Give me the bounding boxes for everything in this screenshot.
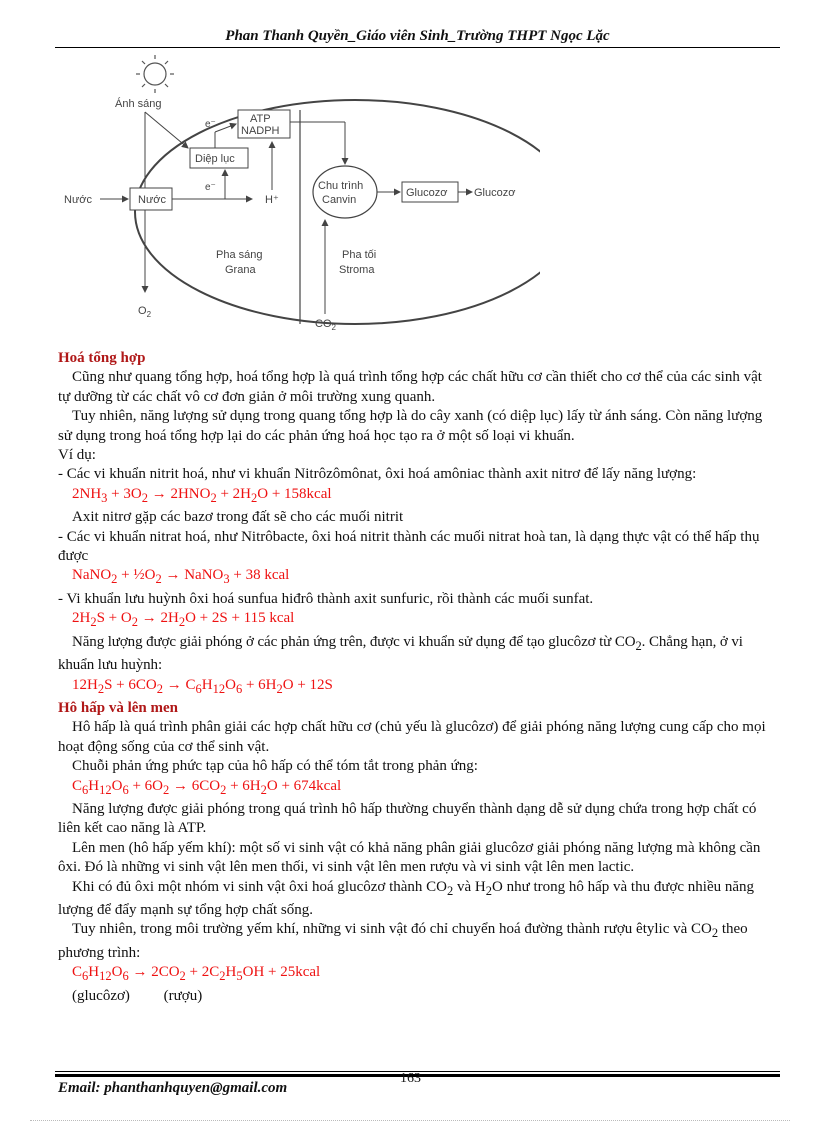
equation: NaNO$_2$ + $\frac{1}{2}O_2$ → NaNO$_3$ + 38 kcal — [72, 567, 290, 587]
footer-email: Email: phanthanhquyen@gmail.com — [58, 1080, 288, 1096]
equation: $C_6H_{12}O_6 + 6O_2 \to 6CO_2 + 6H_2O$ + 674kcal — [72, 777, 342, 797]
water-input-label: Nước — [64, 194, 93, 206]
paragraph: - Các vi khuẩn nitrat hoá, như Nitrôbacte, ôxi hoá nitrit thành các muối nitrat hoà tan, là dạng thực vật có thể hấp thụ được — [58, 528, 760, 565]
dark-phase-label-1: Pha tối — [342, 249, 377, 261]
light-phase-label-1: Pha sáng — [216, 249, 263, 261]
paragraph: Cũng như quang tổng hợp, hoá tổng hợp là quá trình tổng hợp các chất hữu cơ cần thiết cho cơ thể của các sinh vật tự dưỡng từ các chất vô cơ đơn giản ở môi trường xung quanh. — [58, 369, 762, 405]
main-content — [58, 349, 768, 1006]
header-rule — [55, 47, 780, 48]
chlorophyll-label: Diệp lục — [195, 153, 235, 165]
equation: $C_6H_{12}O_6 \to 2CO_2 + 2C_2H_5OH$ + 25kcal — [72, 964, 321, 984]
page-header: Phan Thanh Quyền_Giáo viên Sinh_Trường THPT Ngọc Lặc — [225, 28, 610, 44]
paragraph: Năng lượng được giải phóng trong quá trình hô hấp thường chuyển thành dạng dễ sử dụng chứa trong hợp chất có liên kết cao năng là ATP. — [58, 800, 757, 837]
calvin-cycle — [313, 166, 377, 218]
paragraph: Khi có đủ ôxi một nhóm vi sinh vật ôxi hoá glucôzơ thành $CO_2$ và $H_2O$ như trong hô hấp và thu được nhiều năng lượng để đẩy mạnh sự tổng hợp chất sống. — [58, 878, 755, 918]
equation: $2H_2S + O_2 \to 2H_2O + 2S + 115$ kcal — [72, 610, 295, 630]
paragraph: (glucôzơ) (rượu) — [72, 987, 203, 1004]
oxygen-label: $O_2$ — [138, 305, 152, 319]
electron-label-2: e⁻ — [205, 182, 216, 193]
co2-label: $CO_2$ — [315, 318, 336, 332]
paragraph: Năng lượng được giải phóng ở các phản ứng trên, được vi khuẩn sử dụng để tạo glucôzơ từ $CO_2$. Chẳng hạn, ở vi khuẩn lưu huỳnh: — [58, 633, 743, 674]
proton-label: H⁺ — [265, 194, 279, 206]
dark-phase-label-2: Stroma — [339, 264, 375, 276]
paragraph: - Vi khuẩn lưu huỳnh ôxi hoá sunfua hiđrô thành axit sunfuric, rồi thành các muối sunfat. — [58, 590, 594, 607]
light-label: Ánh sáng — [115, 98, 162, 110]
calvin-cycle-label-1: Chu trình — [318, 180, 364, 192]
paragraph: Axit nitrơ gặp các bazơ trong đất sẽ cho các muối nitrit — [72, 509, 404, 526]
nadph-label: NADPH — [241, 125, 280, 137]
sun-icon — [136, 55, 174, 93]
glucose-output-label: Glucozơ — [474, 187, 516, 199]
paragraph: Hô hấp là quá trình phân giải các hợp chất hữu cơ (chủ yếu là glucôzơ) để giải phóng năng lượng cung cấp cho mọi hoạt động sống của cơ thể sinh vật. — [58, 719, 766, 755]
bottom-dotted-line — [30, 1120, 790, 1121]
equation: $2NH_3 + 3O_2 \to 2HNO_2 + 2H_2O$ + 158kcal — [72, 485, 332, 505]
heading-chemosynthesis: Hoá tổng hợp — [58, 350, 146, 366]
photosynthesis-diagram — [60, 52, 540, 337]
paragraph: Ví dụ: — [58, 447, 96, 464]
electron-label-1: e⁻ — [205, 119, 216, 130]
page-number: 163 — [400, 1071, 421, 1086]
paragraph: - Các vi khuẩn nitrit hoá, như vi khuẩn Nitrôzômônat, ôxi hoá amôniac thành axit nitrơ để lấy năng lượng: — [58, 466, 697, 483]
paragraph: Tuy nhiên, trong môi trường yếm khí, những vi sinh vật đó chỉ chuyển hoá đường thành rượu êtylic và $CO_2$ theo phương trình: — [58, 921, 748, 961]
glucose-box-label: Glucozơ — [406, 187, 448, 199]
paragraph: Chuỗi phản ứng phức tạp của hô hấp có thể tóm tắt trong phản ứng: — [72, 758, 478, 775]
atp-label: ATP — [250, 113, 271, 125]
calvin-cycle-label-2: Canvin — [322, 194, 357, 206]
heading-respiration: Hô hấp và lên men — [58, 699, 179, 716]
water-box-label: Nước — [138, 194, 167, 206]
paragraph: Tuy nhiên, năng lượng sử dụng trong quang tổng hợp là do cây xanh (có diệp lục) lấy từ ánh sáng. Còn năng lượng sử dụng trong hoá tổng hợp lại do các phản ứng hoá học tạo ra ở một số loại vi khuẩn. — [58, 408, 763, 444]
light-phase-label-2: Grana — [225, 264, 256, 276]
equation: $12H_2S + 6CO_2 \to C_6H_{12}O_6 + 6H_2O + 12S$ — [72, 676, 333, 696]
paragraph: Lên men (hô hấp yếm khí): một số vi sinh vật có khả năng phân giải glucôzơ giải phóng năng lượng mà không cần ôxi. Đó là những vi sinh vật lên men thối, vi sinh vật lên men rượu và vi sinh vật lên men lactic. — [58, 839, 761, 876]
